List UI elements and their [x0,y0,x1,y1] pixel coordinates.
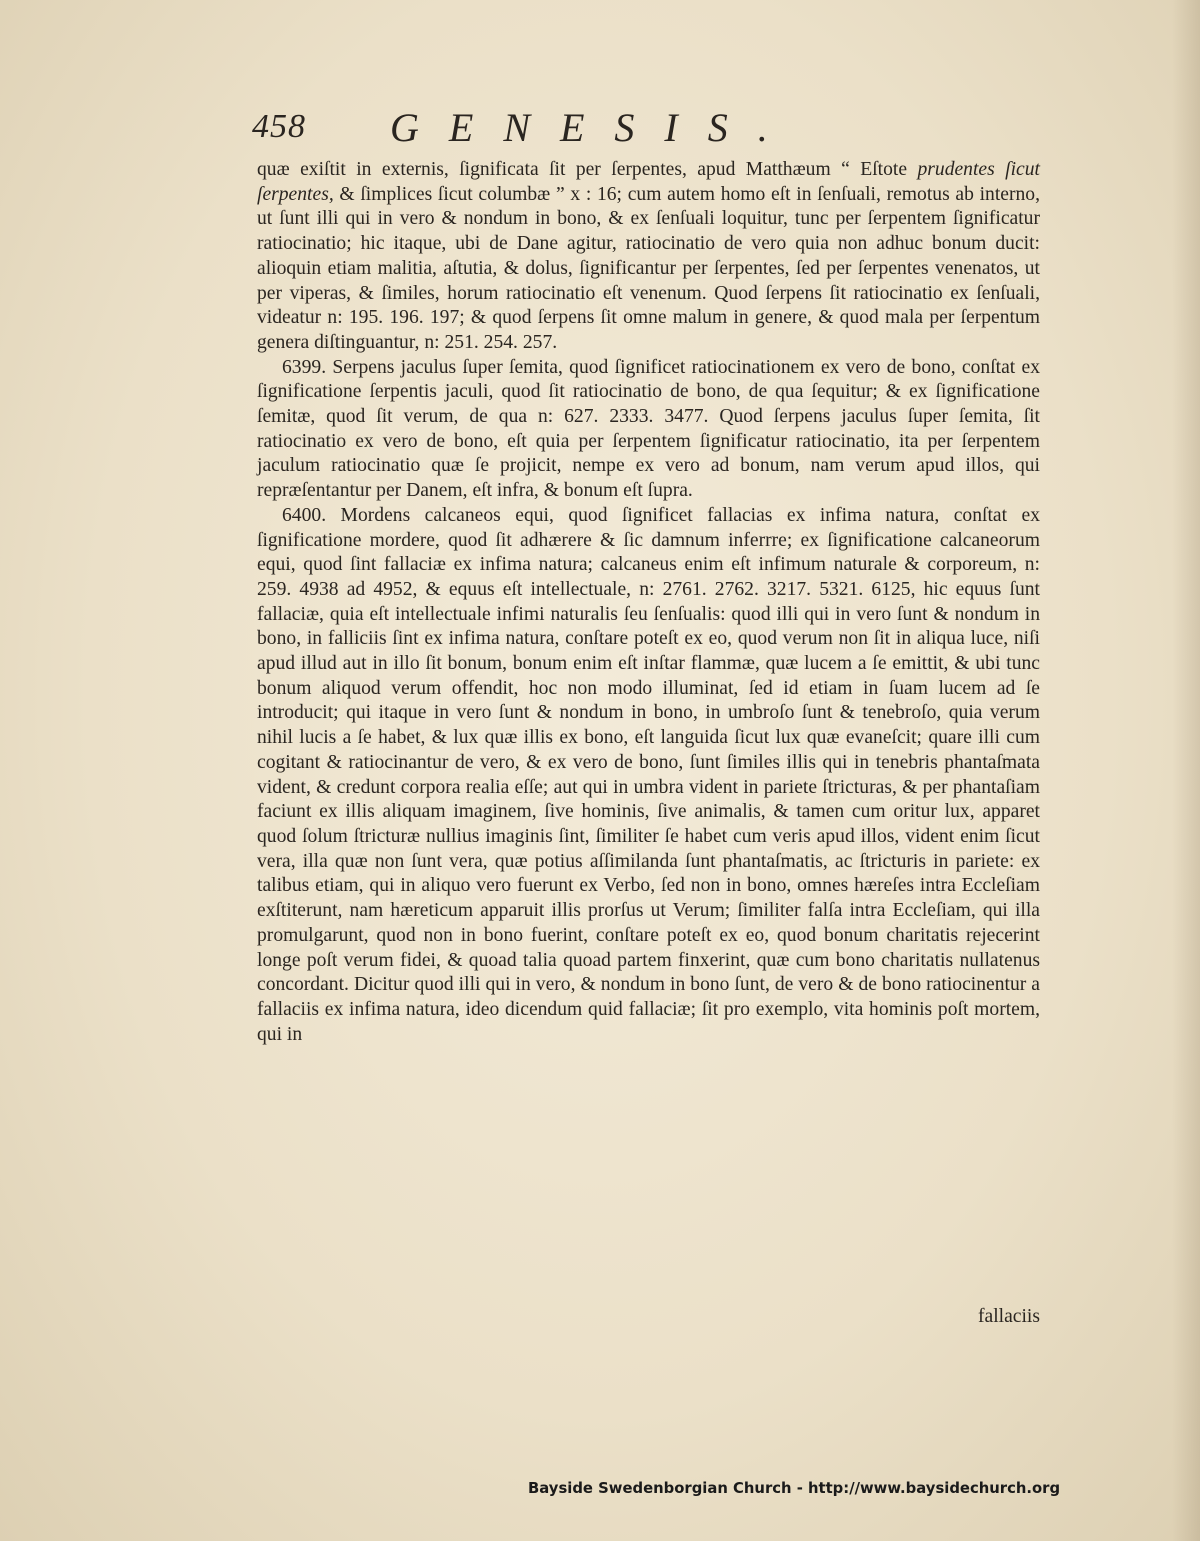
paragraph-continuation [257,158,1040,356]
page-header [252,104,892,154]
paragraph-6399: 6399. Serpens jaculus ſuper ſemita, quod ſignificet ratiocinationem ex vero de bono, conſtat ex ſignificatione ſerpentis jaculi, quod ſit ratiocinatio de bono, de qua ſequitur; & ex ſignificatione ſemitæ, quod ſit verum, de qua n: 627. 2333. 3477. Quod ſerpens jaculus ſuper ſemita, ſit ratiocinatio ex vero de bono, eſt quia per ſerpentem ſignificatur ratiocinatio, ita per ſerpentem jaculum ratiocinatio quæ ſe projicit, nempe ex vero ad bonum, nam verum apud illos, qui repræſentantur per Danem, eſt infra, & bonum eſt ſupra. [257,356,1040,502]
catchword: fallaciis [977,1306,1040,1327]
body-text [257,158,1040,1047]
page-number: 458 [252,108,306,145]
page-edge-shadow [1172,0,1200,1541]
watermark-credit: Bayside Swedenborgian Church - http://www.baysidechurch.org [528,1480,1061,1497]
text-run: & ſimplices ſicut columbæ ” x : 16; cum autem homo eſt in ſenſuali, remotus ab interno, ut ſunt illi qui in vero & nondum in bono, & ex ſenſuali loquitur, tunc per ſerpentem ſignificatur ratiocinatio; hic itaque, ubi de Dane agitur, ratiocinatio de vero quia non adhuc bonum ducit: alioquin etiam malitia, aſtutia, & dolus, ſignificantur per ſerpentes, ſed per ſerpentes venenatos, ut per viperas, & ſimiles, horum ratiocinatio eſt venenum. Quod ſerpens ſit ratiocinatio ex ſenſuali, videatur n: 195. 196. 197; & quod ſerpens ſit omne malum in genere, & quod mala per ſerpentum genera diſtinguantur, n: 251. 254. 257. [257,183,1040,353]
text-run: quæ exiſtit in externis, ſignificata ſit per ſerpentes, apud Matthæum “ Eſtote [257,159,908,180]
paragraph-6400: 6400. Mordens calcaneos equi, quod ſignificet fallacias ex infima natura, conſtat ex ſignificatione mordere, quod ſit adhærere & ſic damnum inferrre; ex ſignificatione calcaneorum equi, quod ſint fallaciæ ex infima natura; calcaneus enim eſt infimum naturale & corporeum, n: 259. 4938 ad 4952, & equus eſt intellectuale, n: 2761. 2762. 3217. 5321. 6125, hic equus ſunt fallaciæ, quia eſt intellectuale infimi naturalis ſeu ſenſualis: quod illi qui in vero ſunt & nondum in bono, in falliciis ſint ex infima natura, conſtare poteſt ex eo, quod verum non ſit in aliqua luce, niſi apud illud aut in illo ſit bonum, bonum enim eſt inſtar flammæ, quæ lucem a ſe emittit, & ubi tunc bonum aliquod verum offendit, hoc non modo illuminat, ſed id etiam in ſuam lucem ad ſe introducit; qui itaque in vero ſunt & nondum in bono, in umbroſo ſunt & tenebroſo, quia verum nihil lucis a ſe habet, & lux quæ illis ex bono, eſt languida ſicut lux quæ evaneſcit; quare illi cum cogitant & ratiocinantur de vero, & ex vero de bono, ſunt ſimiles illis qui in tenebris phantaſmata vident, & credunt corpora realia eſſe; aut qui in umbra vident in pariete ſtricturas, & per phantaſiam faciunt ex illis aliquam imaginem, ſive hominis, ſive animalis, & tamen cum oritur lux, apparet quod ſolum ſtricturæ nullius imaginis ſint, ſimiliter ſe habet cum veris apud illos, vident enim ſicut vera, illa quæ non ſunt vera, quæ potius aſſimilanda ſunt phantaſmatis, ac ſtricturis in pariete: ex talibus etiam, qui in aliquo vero fuerunt ex Verbo, ſed non in bono, omnes hæreſes intra Eccleſiam exſtiterunt, nam hæreticum apparuit illis prorſus ut Verum; ſimiliter falſa intra Eccleſiam, qui illa promulgarunt, quod non in bono fuerint, conſtare poteſt ex eo, quod bonum charitatis rejecerint longe poſt verum fidei, & quoad talia quoad partem finxerint, quæ cum bono charitatis nullatenus concordant. Dicitur quod illi qui in vero, & nondum in bono ſunt, de vero & de bono ratiocinentur a fallaciis ex infima natura, ideo dicendum quid fallaciæ; ſit pro exemplo, vita hominis poſt mortem, qui in [257,504,1040,1045]
italic-quotation: prudentes ſicut ſerpentes, [257,159,1040,205]
running-title: GENESIS. [390,105,798,150]
